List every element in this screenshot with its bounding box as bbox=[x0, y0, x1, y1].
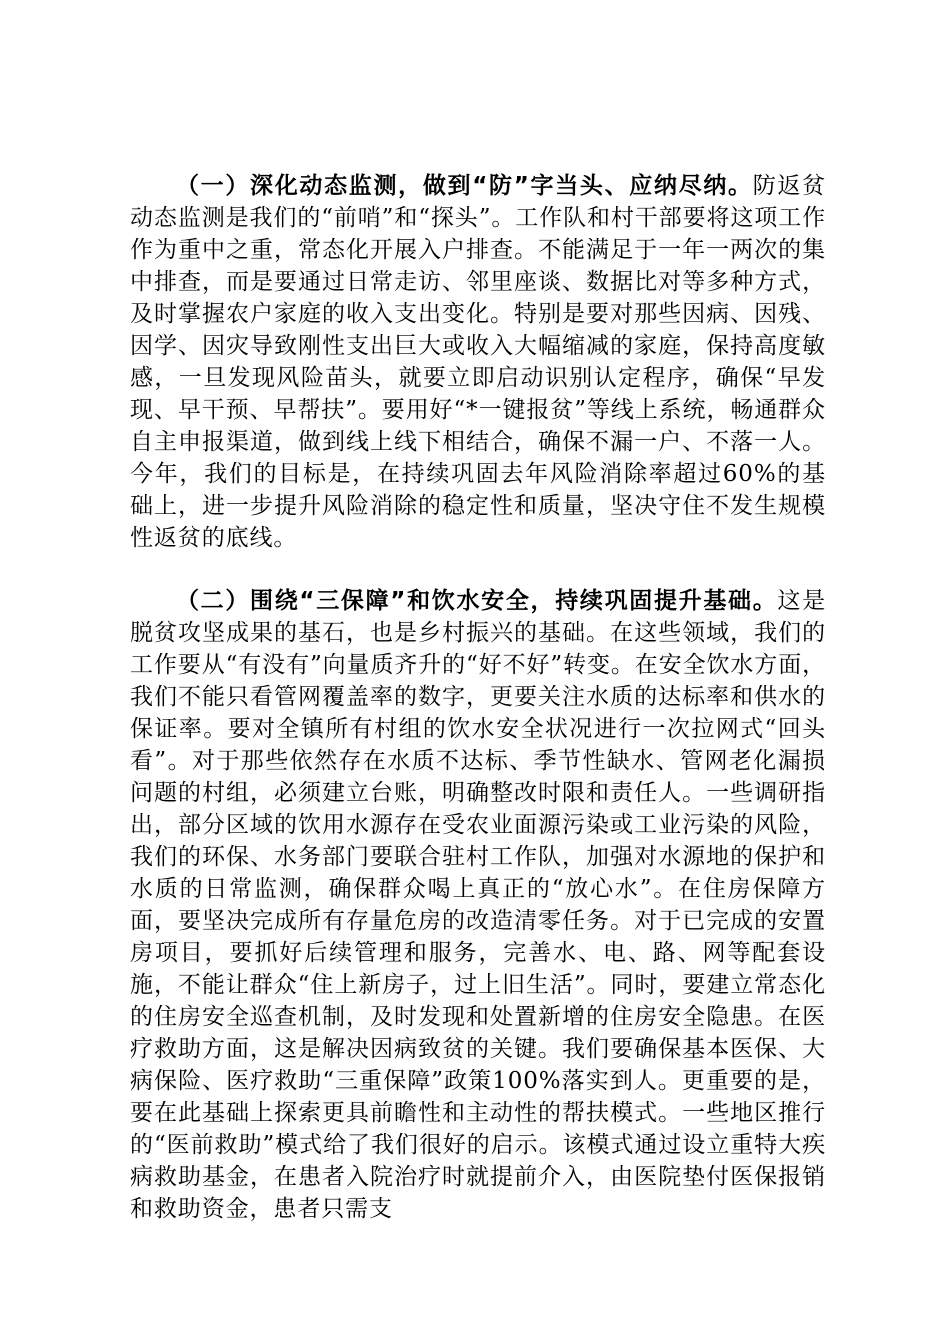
paragraph-2-body: 这是脱贫攻坚成果的基石，也是乡村振兴的基础。在这些领域，我们的工作要从“有没有”向量质齐升的“好不好”转变。在安全饮水方面，我们不能只看管网覆盖率的数字，更要关注水质的达标率和供水的保证率。要对全镇所有村组的饮水安全状况进行一次拉网式“回头看”。对于那些依然存在水质不达标、季节性缺水、管网老化漏损问题的村组，必须建立台账，明确整改时限和责任人。一些调研指出，部分区域的饮用水源存在受农业面源污染或工业污染的风险，我们的环保、水务部门要联合驻村工作队，加强对水源地的保护和水质的日常监测，确保群众喝上真正的“放心水”。在住房保障方面，要坚决完成所有存量危房的改造清零任务。对于已完成的安置房项目，要抓好后续管理和服务，完善水、电、路、网等配套设施，不能让群众“住上新房子，过上旧生活”。同时，要建立常态化的住房安全巡查机制，及时发现和处置新增的住房安全隐患。在医疗救助方面，这是解决因病致贫的关键。我们要确保基本医保、大病保险、医疗救助“三重保障”政策100%落实到人。更重要的是，要在此基础上探索更具前瞻性和主动性的帮扶模式。一些地区推行的“医前救助”模式给了我们很好的启示。该模式通过设立重特大疾病救助基金，在患者入院治疗时就提前介入，由医院垫付医保报销和救助资金，患者只需支 bbox=[130, 588, 826, 1222]
paragraph-1-body: 防返贫动态监测是我们的“前哨”和“探头”。工作队和村干部要将这项工作作为重中之重，常态化开展入户排查。不能满足于一年一两次的集中排查，而是要通过日常走访、邻里座谈、数据比对等多种方式，及时掌握农户家庭的收入支出变化。特别是要对那些因病、因残、因学、因灾导致刚性支出巨大或收入大幅缩减的家庭，保持高度敏感，一旦发现风险苗头，就要立即启动识别认定程序，确保“早发现、早干预、早帮扶”。要用好“*一键报贫”等线上系统，畅通群众自主申报渠道，做到线上线下相结合，确保不漏一户、不落一人。今年，我们的目标是，在持续巩固去年风险消除率超过60%的基础上，进一步提升风险消除的稳定性和质量，坚决守住不发生规模性返贫的底线。 bbox=[130, 173, 826, 551]
paragraph-1-heading: （一）深化动态监测，做到“防”字当头、应纳尽纳。 bbox=[176, 173, 753, 199]
paragraph-2-heading: （二）围绕“三保障”和饮水安全，持续巩固提升基础。 bbox=[176, 588, 778, 614]
paragraph-1 bbox=[130, 170, 826, 554]
document-page bbox=[130, 170, 826, 1225]
paragraph-2 bbox=[130, 585, 826, 1225]
